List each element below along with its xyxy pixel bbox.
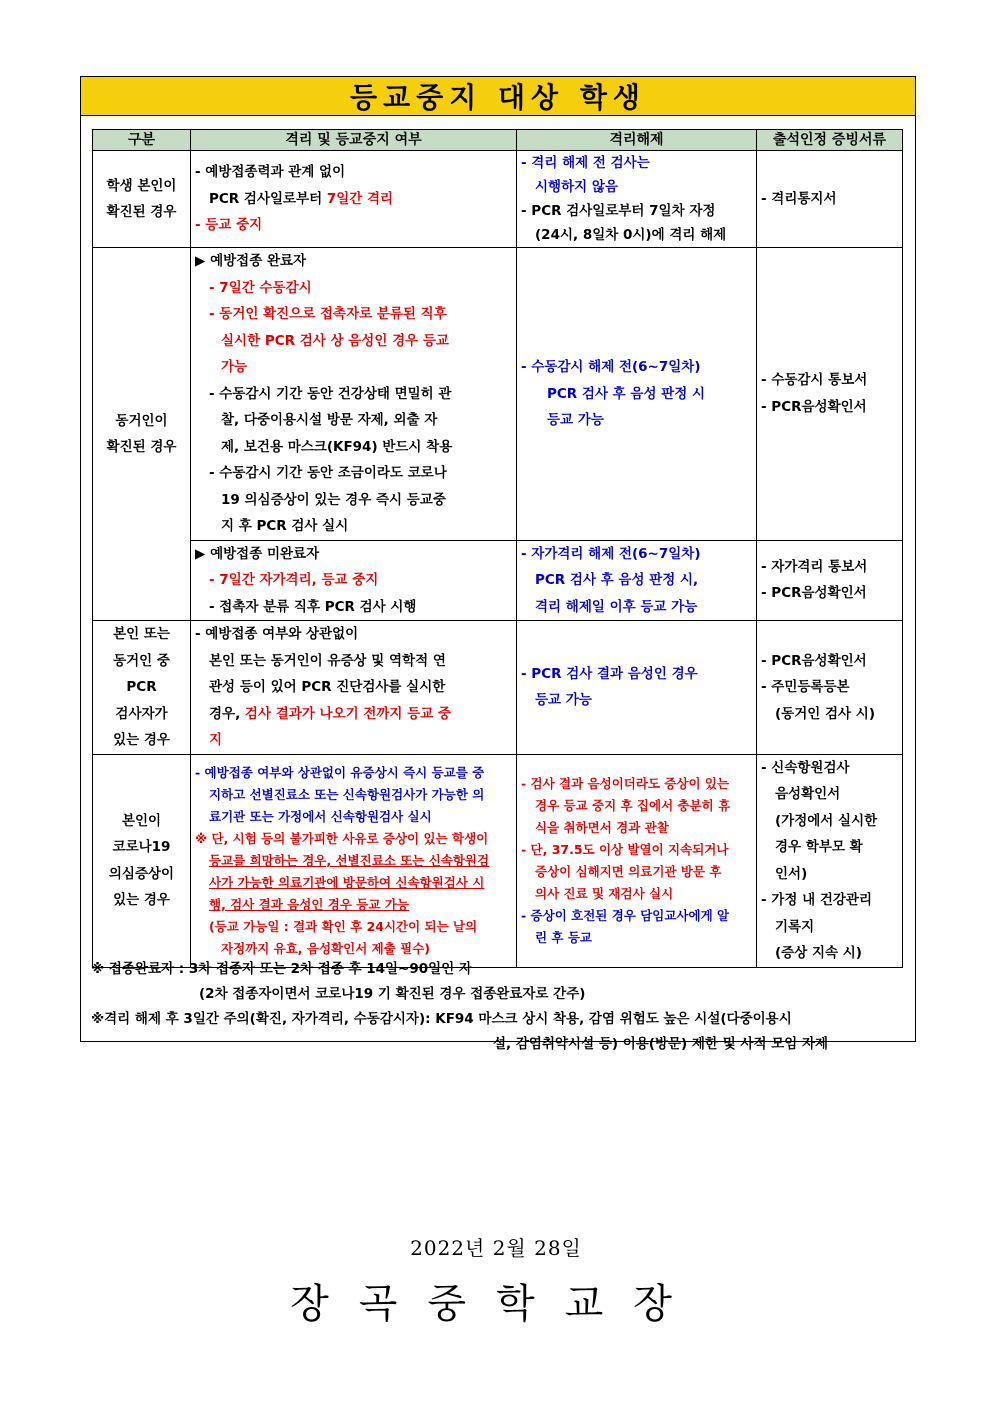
proof-cell: - 수동감시 통보서 - PCR음성확인서: [757, 248, 903, 541]
header-proof: 출석인정 증빙서류: [757, 130, 903, 151]
header-isolation: 격리 및 등교중지 여부: [191, 130, 517, 151]
header-category: 구분: [93, 130, 191, 151]
proof-cell: - PCR음성확인서 - 주민등록등본 (동거인 검사 시): [757, 621, 903, 755]
footnote-vaccinated-detail: (2차 접종자이면서 코로나19 기 확진된 경우 접종완료자로 간주): [199, 986, 586, 1002]
isolation-cell: - 예방접종 여부와 상관없이 본인 또는 동거인이 유증상 및 역학적 연 관성 등이 있어 PCR 진단검사를 실시한 경우, 검사 결과가 나오기 전까지 등교 중 지: [191, 621, 517, 755]
release-cell: - PCR 검사 결과 음성인 경우 등교 가능: [517, 621, 757, 755]
footnote-vaccinated: ※ 접종완료자 : 3차 접종자 또는 2차 접종 후 14일~90일인 자: [91, 961, 472, 977]
category-cell: 본인 또는 동거인 중 PCR 검사자가 있는 경우: [93, 621, 191, 755]
proof-cell: - 격리통지서: [757, 151, 903, 248]
principal-signature: 장곡중학교장: [290, 1281, 702, 1327]
isolation-cell: ▶ 예방접종 미완료자 - 7일간 자가격리, 등교 중지 - 접촉자 분류 직후 PCR 검사 시행: [191, 540, 517, 621]
table-row: [93, 754, 903, 967]
header-release: 격리해제: [517, 130, 757, 151]
release-cell: - 자가격리 해제 전(6~7일차) PCR 검사 후 음성 판정 시, 격리 해제일 이후 등교 가능: [517, 540, 757, 621]
release-cell: - 수동감시 해제 전(6~7일차) PCR 검사 후 음성 판정 시 등교 가능: [517, 248, 757, 541]
issue-date: 2022년 2월 28일: [410, 1236, 582, 1260]
footnote-caution: ※격리 해제 후 3일간 주의(확진, 자가격리, 수동감시자): KF94 마스크 상시 착용, 감염 위험도 높은 시설(다중이용시: [91, 1011, 792, 1027]
proof-cell: - 자가격리 통보서 - PCR음성확인서: [757, 540, 903, 621]
table-row: [93, 248, 903, 541]
release-cell: - 격리 해제 전 검사는 시행하지 않음 - PCR 검사일로부터 7일차 자정 (24시, 8일차 0시)에 격리 해제: [517, 151, 757, 248]
notice-frame: [80, 76, 916, 1052]
release-cell: - 검사 결과 음성이더라도 증상이 있는 경우 등교 중지 후 집에서 충분히 휴 식을 취하면서 경과 관찰 - 단, 37.5도 이상 발열이 지속되거나 증상이 심해지면 의료기관 방문 후 의사 진료 및 재검사 실시 - 증상이 호전된 경우 담임교사에게 알 린 후 등교: [517, 754, 757, 967]
isolation-cell: ▶ 예방접종 완료자 - 7일간 수동감시 - 동거인 확진으로 접촉자로 분류된 직후 실시한 PCR 검사 상 음성인 경우 등교 가능 - 수동감시 기간 동안 건강상태 면밀히 관 찰, 다중이용시설 방문 자제, 외출 자 제, 보건용 마스크(KF94) 반드시 착용 - 수동감시 기간 동안 조금이라도 코로나 19 의심증상이 있는 경우 즉시 등교중 지 후 PCR 검사 실시: [191, 248, 517, 541]
table-row: [93, 151, 903, 248]
proof-cell: - 신속항원검사 음성확인서 (가정에서 실시한 경우 학부모 확 인서) - 가정 내 건강관리 기록지 (증상 지속 시): [757, 754, 903, 967]
isolation-cell: - 예방접종 여부와 상관없이 유증상시 즉시 등교를 중 지하고 선별진료소 또는 신속항원검사가 가능한 의 료기관 또는 가정에서 신속항원검사 실시 ※ 단, 시험 등의 불가피한 사유로 증상이 있는 학생이 등교를 희망하는 경우, 선별진료소 또는 신속항원검 사가 가능한 의료기관에 방문하여 신속항원검사 시 행, 검사 결과 음성인 경우 등교 가능 (등교 가능일 : 결과 확인 후 24시간이 되는 날의 자정까지 유효, 음성확인서 제출 필수): [191, 754, 517, 967]
footnotes: [91, 957, 911, 1057]
policy-table: [92, 129, 903, 968]
category-cell: 본인이 코로나19 의심증상이 있는 경우: [93, 754, 191, 967]
table-row: [93, 621, 903, 755]
header-row: [93, 130, 903, 151]
isolation-cell: - 예방접종력과 관계 없이 PCR 검사일로부터 7일간 격리 - 등교 중지: [191, 151, 517, 248]
page-title: 등교중지 대상 학생: [81, 77, 915, 116]
table-row: [93, 540, 903, 621]
footnote-caution-detail: 설, 감염취약시설 등) 이용(방문) 제한 및 사적 모임 자제: [493, 1036, 829, 1052]
category-cell: 동거인이 확진된 경우: [93, 248, 191, 621]
category-cell: 학생 본인이 확진된 경우: [93, 151, 191, 248]
